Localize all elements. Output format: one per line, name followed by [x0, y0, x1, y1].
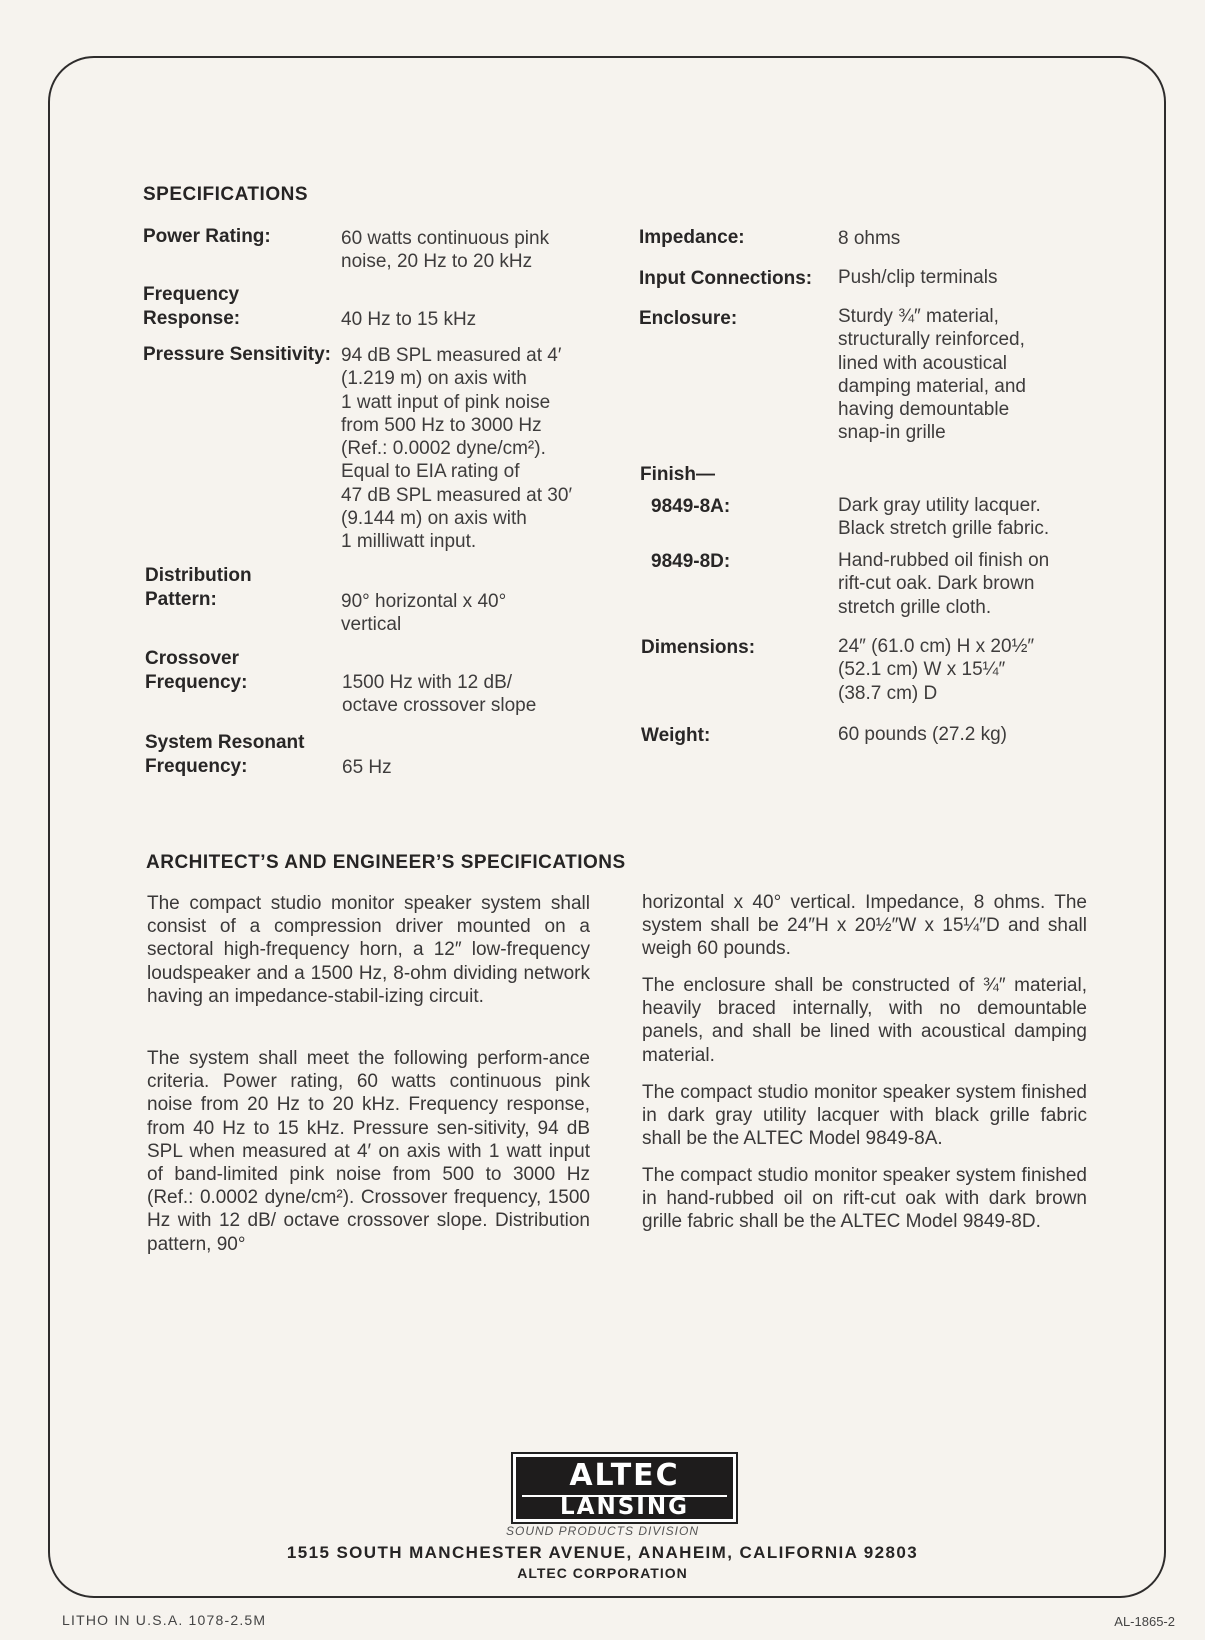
logo-lansing: LANSING: [560, 1494, 689, 1520]
architects-paragraph: The compact studio monitor speaker system finished in hand-rubbed oil on rift-cut oak with dark brown grille fabric shall be the ALTEC Model 9849-8D.: [642, 1165, 1087, 1233]
architects-paragraph: The compact studio monitor speaker system shall consist of a compression driver mounted on a sectoral high-frequency horn, a 12″ low-frequency loudspeaker and a 1500 Hz, 8-ohm dividing network having an impedance-stabil-izing circuit.: [147, 893, 590, 1007]
spec-label: Enclosure:: [639, 308, 738, 329]
spec-value: Sturdy ¾″ material, structurally reinforced, lined with acoustical damping material, and having demountable snap-in grille: [838, 306, 1026, 444]
spec-value: Hand-rubbed oil finish on rift-cut oak. Dark brown stretch grille cloth.: [838, 550, 1050, 618]
spec-value: 40 Hz to 15 kHz: [341, 309, 477, 330]
spec-label: Distribution Pattern:: [145, 565, 252, 610]
spec-label: Impedance:: [639, 227, 745, 248]
spec-label: Power Rating:: [143, 226, 271, 247]
spec-value: Dark gray utility lacquer. Black stretch grille fabric.: [838, 495, 1050, 540]
logo-altec: ALTEC: [569, 1458, 680, 1493]
spec-value: 60 watts continuous pink noise, 20 Hz to 20 kHz: [341, 228, 550, 273]
spec-value: 94 dB SPL measured at 4′ (1.219 m) on axis with 1 watt input of pink noise from 500 Hz to 3000 Hz (Ref.: 0.0002 dyne/cm²). Equal to EIA rating of 47 dB SPL measured at 30′ (9.144 m) on axis with 1 milliwatt input.: [341, 345, 573, 553]
corporation-name: ALTEC CORPORATION: [517, 1565, 688, 1581]
spec-label: Pressure Sensitivity:: [143, 344, 331, 365]
document-code: AL-1865-2: [1114, 1614, 1175, 1629]
architects-heading: ARCHITECT’S AND ENGINEER’S SPECIFICATIONS: [146, 852, 626, 873]
spec-label: Weight:: [641, 725, 711, 746]
spec-label: Dimensions:: [641, 637, 756, 658]
spec-value: Push/clip terminals: [838, 267, 998, 288]
spec-label: 9849-8A:: [651, 496, 731, 517]
spec-label: 9849-8D:: [651, 551, 731, 572]
company-address: 1515 SOUTH MANCHESTER AVENUE, ANAHEIM, CALIFORNIA 92803: [286, 1543, 919, 1562]
spec-label: Input Connections:: [639, 268, 813, 289]
architects-paragraph: The enclosure shall be constructed of ¾″ material, heavily braced internally, with no demountable panels, and shall be lined with acoustical damping material.: [642, 975, 1087, 1066]
spec-value: 65 Hz: [342, 757, 392, 778]
spec-value: 1500 Hz with 12 dB/ octave crossover slope: [342, 672, 537, 717]
altec-lansing-logo: [511, 1452, 738, 1524]
spec-label: Crossover Frequency:: [145, 648, 248, 693]
architects-paragraph: horizontal x 40° vertical. Impedance, 8 ohms. The system shall be 24″H x 20½″W x 15¼″D and shall weigh 60 pounds.: [642, 892, 1087, 960]
spec-label: Finish—: [640, 464, 715, 485]
architects-paragraph: The system shall meet the following perform-ance criteria. Power rating, 60 watts continuous pink noise from 20 Hz to 20 kHz. Frequency response, from 40 Hz to 15 kHz. Pressure sen-sitivity, 94 dB SPL when measured at 4′ on axis with 1 watt input of band-limited pink noise from 500 to 3000 Hz (Ref.: 0.0002 dyne/cm²). Crossover frequency, 1500 Hz with 12 dB/ octave crossover slope. Distribution pattern, 90°: [147, 1048, 590, 1255]
litho-note: LITHO IN U.S.A. 1078-2.5M: [62, 1612, 267, 1628]
spec-label: Frequency Response:: [143, 284, 241, 329]
spec-value: 60 pounds (27.2 kg): [838, 724, 1008, 745]
architects-paragraph: The compact studio monitor speaker system finished in dark gray utility lacquer with black grille fabric shall be the ALTEC Model 9849-8A.: [642, 1082, 1087, 1150]
spec-value: 24″ (61.0 cm) H x 20½″ (52.1 cm) W x 15¼″ (38.7 cm) D: [838, 636, 1035, 704]
division-label: SOUND PRODUCTS DIVISION: [505, 1524, 699, 1538]
spec-value: 90° horizontal x 40° vertical: [341, 591, 507, 636]
specifications-heading: SPECIFICATIONS: [143, 184, 308, 205]
spec-value: 8 ohms: [838, 228, 901, 249]
spec-label: System Resonant Frequency:: [145, 732, 305, 777]
